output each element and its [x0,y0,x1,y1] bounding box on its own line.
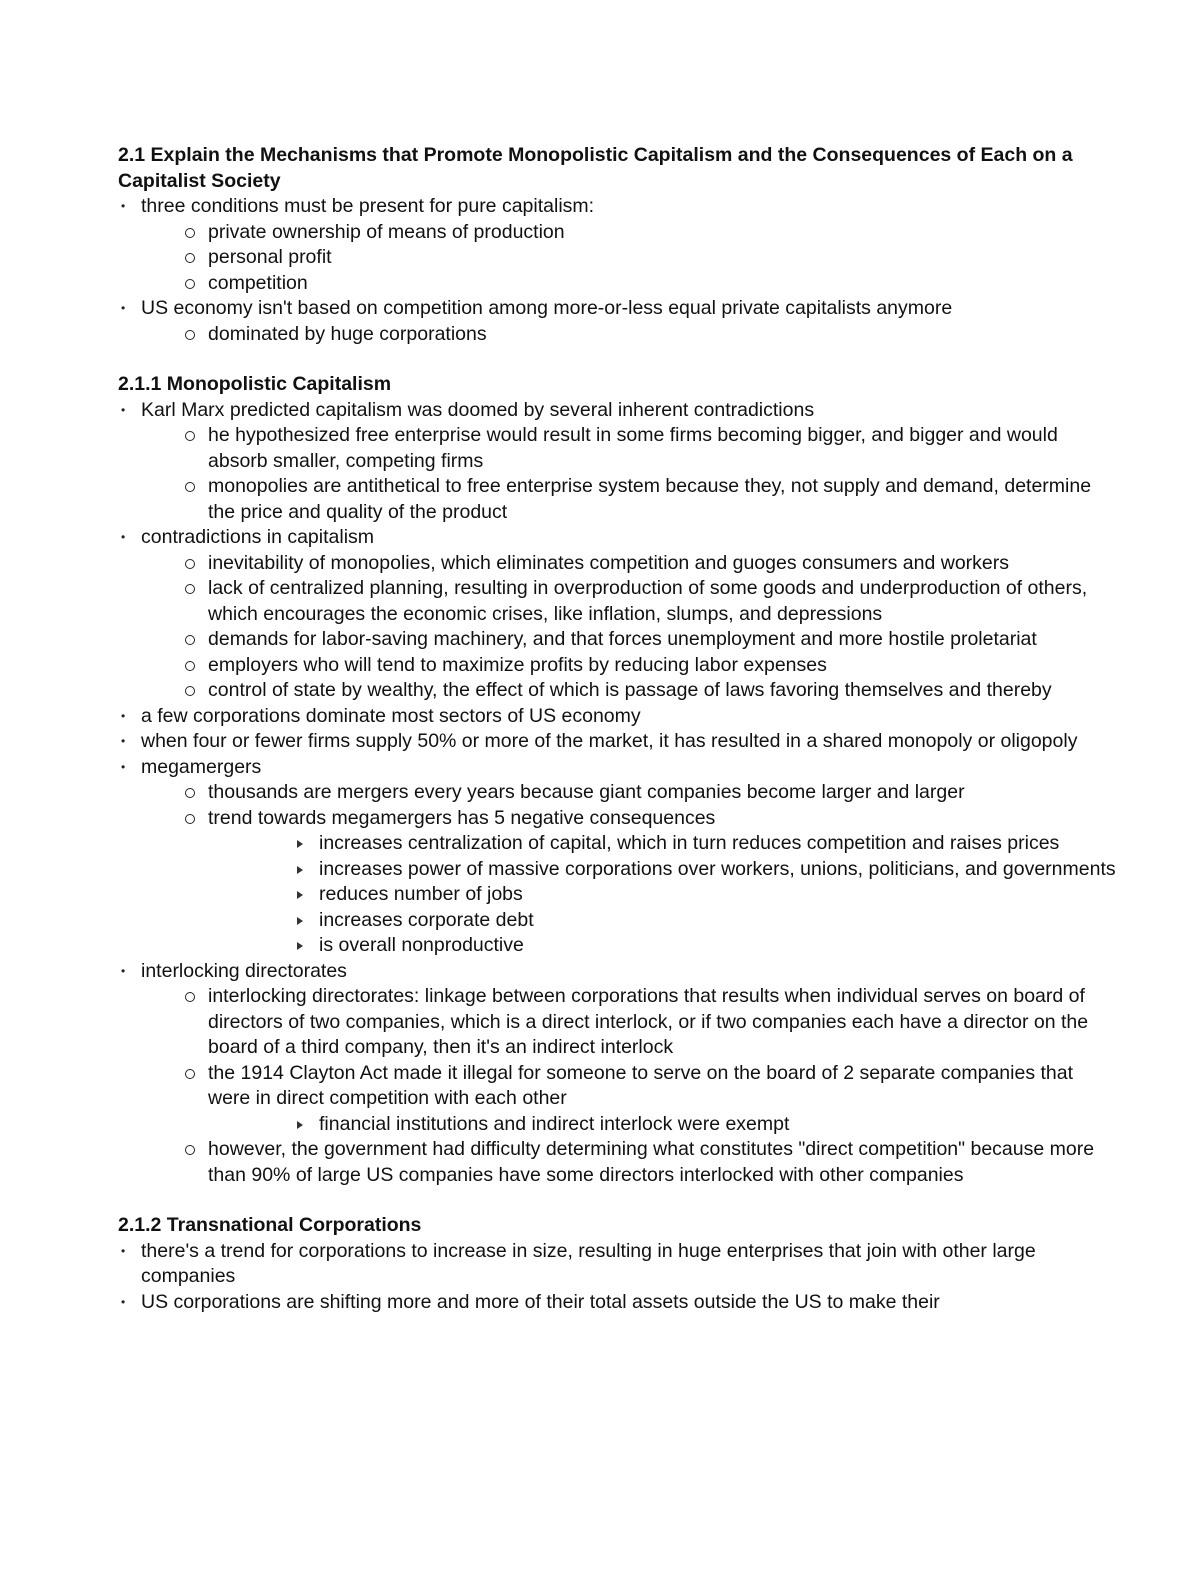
list-item [141,627,1118,653]
list-item-text: megamergers [141,755,262,778]
list-item [118,959,1118,1189]
list-item [141,245,1118,271]
triangle-bullet-icon [297,891,303,899]
list-item-text: personal profit [208,246,332,268]
hollow-circle-bullet-icon [185,661,195,671]
list-item [118,1290,1118,1316]
triangle-bullet-icon [297,1121,303,1129]
list-item-text: interlocking directorates [141,959,347,982]
list-item-text: increases corporate debt [319,908,534,931]
hollow-circle-bullet-icon [185,228,195,238]
list-item-text: control of state by wealthy, the effect of which is passage of laws favoring themselves and thereby [208,679,1052,701]
list-item [118,398,1118,526]
section-mechanisms [118,143,1118,347]
list-item [141,678,1118,704]
list-item [141,474,1118,525]
list-item-text: there's a trend for corporations to increase in size, resulting in huge enterprises that join with other large companies [141,1239,1036,1287]
hollow-circle-bullet-icon [185,431,195,441]
hollow-circle-bullet-icon [185,584,195,594]
list-item-text: demands for labor-saving machinery, and that forces unemployment and more hostile proletariat [208,628,1037,650]
list-item [141,551,1118,577]
list-item [118,729,1118,755]
bullet-icon: • [121,963,126,978]
section-monopolistic-capitalism [118,372,1118,1188]
list-item [141,984,1118,1061]
list-item-text: increases centralization of capital, which in turn reduces competition and raises prices [319,832,1060,854]
list-item [208,908,1118,934]
list-item-text: US economy isn't based on competition among more-or-less equal private capitalists anymore [141,297,953,319]
hollow-circle-bullet-icon [185,330,195,340]
list-item [118,296,1118,347]
list-item [208,857,1118,883]
bullet-list-level-3 [208,831,1118,959]
list-item [208,882,1118,908]
bullet-icon: • [121,199,126,213]
list-item [141,271,1118,297]
hollow-circle-bullet-icon [185,1069,195,1079]
list-item [141,423,1118,474]
list-item-text: financial institutions and indirect interlock were exempt [319,1112,790,1135]
section-transnational-corporations [118,1213,1118,1315]
hollow-circle-bullet-icon [185,482,195,492]
list-item-text: private ownership of means of production [208,220,565,243]
bullet-icon: • [121,708,126,723]
bullet-icon: • [121,759,126,774]
section-heading: 2.1.2 Transnational Corporations [118,1214,422,1236]
list-item-text: three conditions must be present for pure capitalism: [141,195,595,217]
hollow-circle-bullet-icon [185,1145,195,1155]
bullet-icon: • [121,301,126,315]
bullet-icon: • [121,402,126,417]
bullet-list-level-2 [141,551,1118,704]
list-item-text: however, the government had difficulty determining what constitutes "direct competition" because more than 90% of large US companies have some directors interlocked with other companies [208,1138,1095,1186]
list-item-text: US corporations are shifting more and more of their total assets outside the US to make their [141,1290,940,1313]
section-heading: 2.1 Explain the Mechanisms that Promote Monopolistic Capitalism and the Consequences of Each on a Capitalist Society [118,144,1073,192]
bullet-list-level-1 [118,398,1118,1189]
bullet-icon: • [121,530,126,544]
list-item-text: employers who will tend to maximize profits by reducing labor expenses [208,653,827,676]
triangle-bullet-icon [297,840,303,848]
list-item [141,220,1118,246]
list-item-text: competition [208,271,308,294]
list-item-text: dominated by huge corporations [208,322,487,345]
list-item-text: interlocking directorates: linkage between corporations that results when individual serves on board of directors of two companies, which is a direct interlock, or if two companies each have a director on the board of a third company, then it's an indirect interlock [208,985,1089,1058]
list-item-text: when four or fewer firms supply 50% or more of the market, it has resulted in a shared monopoly or oligopoly [141,730,1078,752]
list-item [208,1112,1118,1138]
list-item [141,1061,1118,1138]
hollow-circle-bullet-icon [185,279,195,289]
list-item [118,194,1118,296]
triangle-bullet-icon [297,866,303,874]
list-item [118,755,1118,959]
hollow-circle-bullet-icon [185,559,195,569]
bullet-list-level-3 [208,1112,1118,1138]
section-heading: 2.1.1 Monopolistic Capitalism [118,373,392,395]
list-item [141,780,1118,806]
bullet-icon: • [121,1243,126,1258]
list-item-text: contradictions in capitalism [141,526,375,548]
list-item [141,576,1118,627]
bullet-list-level-2 [141,220,1118,297]
bullet-list-level-2 [141,322,1118,348]
list-item-text: trend towards megamergers has 5 negative consequences [208,806,716,829]
hollow-circle-bullet-icon [185,253,195,263]
list-item [208,831,1118,857]
list-item [118,1239,1118,1290]
triangle-bullet-icon [297,942,303,950]
bullet-list-level-2 [141,780,1118,959]
bullet-list-level-1 [118,194,1118,347]
list-item [141,1137,1118,1188]
document-page [118,143,1118,1315]
list-item-text: monopolies are antithetical to free enterprise system because they, not supply and demand, determine the price and quality of the product [208,475,1092,523]
bullet-icon: • [121,1294,126,1309]
bullet-list-level-1 [118,1239,1118,1316]
hollow-circle-bullet-icon [185,992,195,1002]
bullet-list-level-2 [141,984,1118,1188]
list-item [118,525,1118,704]
list-item-text: reduces number of jobs [319,883,523,905]
list-item-text: he hypothesized free enterprise would result in some firms becoming bigger, and bigger and would absorb smaller, competing firms [208,424,1058,472]
list-item-text: increases power of massive corporations over workers, unions, politicians, and governments [319,857,1116,880]
triangle-bullet-icon [297,917,303,925]
list-item-text: inevitability of monopolies, which eliminates competition and guoges consumers and workers [208,551,1009,574]
list-item-text: is overall nonproductive [319,934,524,956]
list-item-text: lack of centralized planning, resulting in overproduction of some goods and underproduction of others, which encourages the economic crises, like inflation, slumps, and depressions [208,577,1088,625]
list-item-text: Karl Marx predicted capitalism was doomed by several inherent contradictions [141,398,815,421]
hollow-circle-bullet-icon [185,788,195,798]
list-item [141,806,1118,959]
hollow-circle-bullet-icon [185,686,195,696]
list-item-text: thousands are mergers every years because giant companies become larger and larger [208,781,965,803]
list-item [208,933,1118,959]
list-item [118,704,1118,730]
bullet-list-level-2 [141,423,1118,525]
bullet-icon: • [121,734,126,748]
hollow-circle-bullet-icon [185,814,195,824]
list-item-text: a few corporations dominate most sectors of US economy [141,704,641,727]
hollow-circle-bullet-icon [185,635,195,645]
list-item [141,322,1118,348]
list-item-text: the 1914 Clayton Act made it illegal for someone to serve on the board of 2 separate companies that were in direct competition with each other [208,1061,1074,1109]
list-item [141,653,1118,679]
